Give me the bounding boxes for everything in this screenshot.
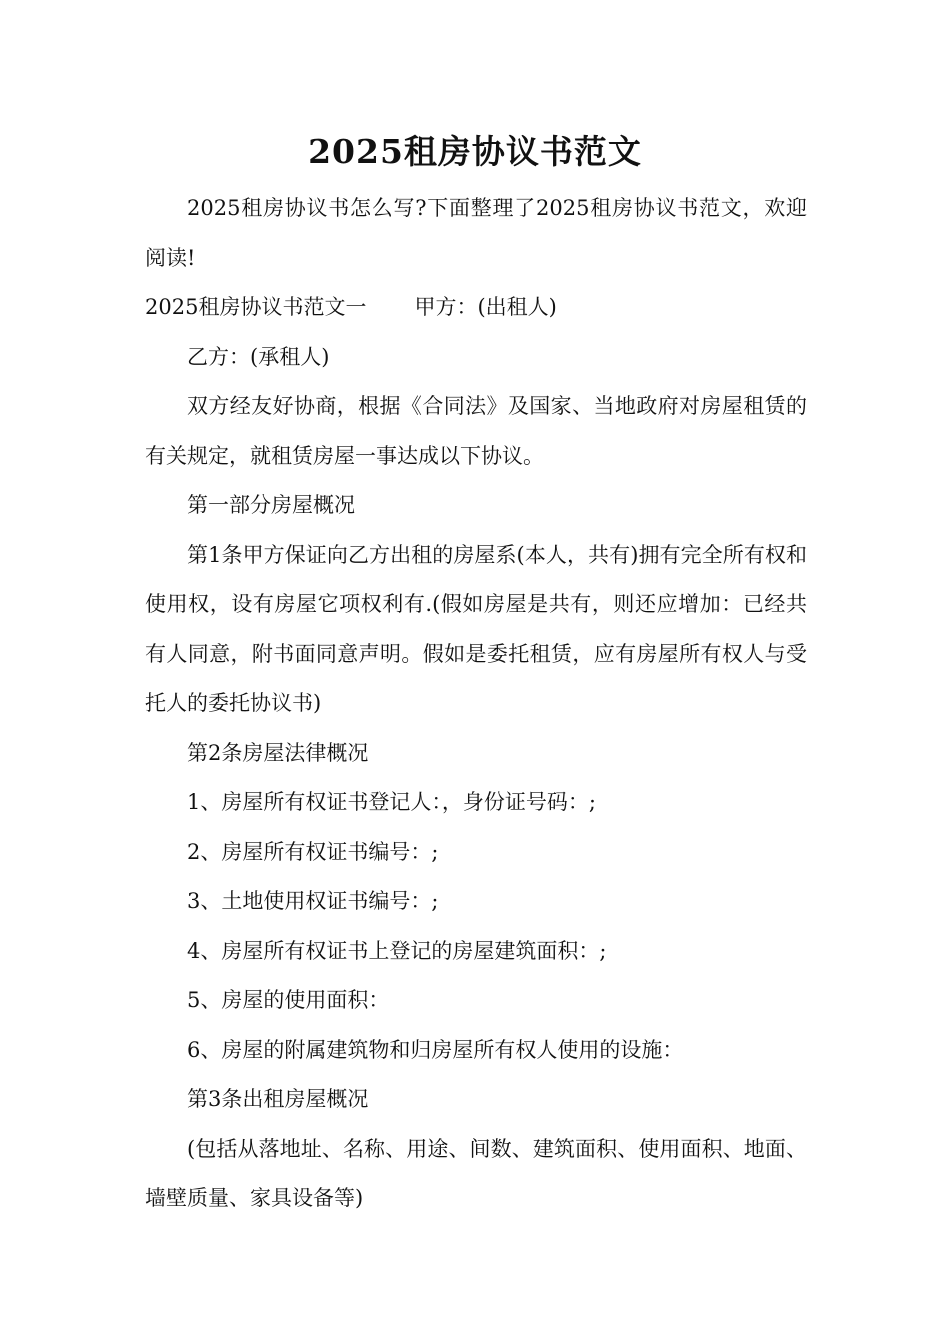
article-2-heading: 第2条房屋法律概况 <box>187 740 369 765</box>
article-2-item: 2、房屋所有权证书编号：; <box>187 839 439 864</box>
intro-paragraph: 2025租房协议书怎么写?下面整理了2025租房协议书范文，欢迎阅读! <box>145 196 807 270</box>
article-2-item: 5、房屋的使用面积： <box>187 988 390 1012</box>
article-2-item: 4、房屋所有权证书上登记的房屋建筑面积：; <box>187 938 607 963</box>
article-1-paragraph: 第1条甲方保证向乙方出租的房屋系(本人，共有)拥有完全所有权和使用权，设有房屋它项权利有.(假如房屋是共有，则还应增加：已经共有人同意，附书面同意声明。假如是委托租赁，应有房屋所有权人与受托人的委托协议书) <box>145 542 807 715</box>
article-2-item: 3、土地使用权证书编号：; <box>187 889 439 913</box>
sample-heading: 2025租房协议书范文一 <box>145 295 367 319</box>
article-2-item: 1、房屋所有权证书登记人：，身份证号码：; <box>187 790 596 814</box>
party-b: 乙方：(承租人) <box>187 344 330 369</box>
preamble-paragraph: 双方经友好协商，根据《合同法》及国家、当地政府对房屋租赁的有关规定，就租赁房屋一事达成以下协议。 <box>145 394 807 468</box>
document-title: 2025租房协议书范文 <box>308 132 642 171</box>
sample-heading-line <box>145 283 807 333</box>
article-3-heading: 第3条出租房屋概况 <box>187 1087 369 1111</box>
document-body <box>145 184 807 1224</box>
article-2-item: 6、房屋的附属建筑物和归房屋所有权人使用的设施： <box>187 1037 684 1062</box>
part-one-heading: 第一部分房屋概况 <box>187 493 355 517</box>
party-a: 甲方：(出租人) <box>414 295 557 319</box>
article-3-paragraph: (包括从落地址、名称、用途、间数、建筑面积、使用面积、地面、墙壁质量、家具设备等) <box>145 1136 807 1210</box>
